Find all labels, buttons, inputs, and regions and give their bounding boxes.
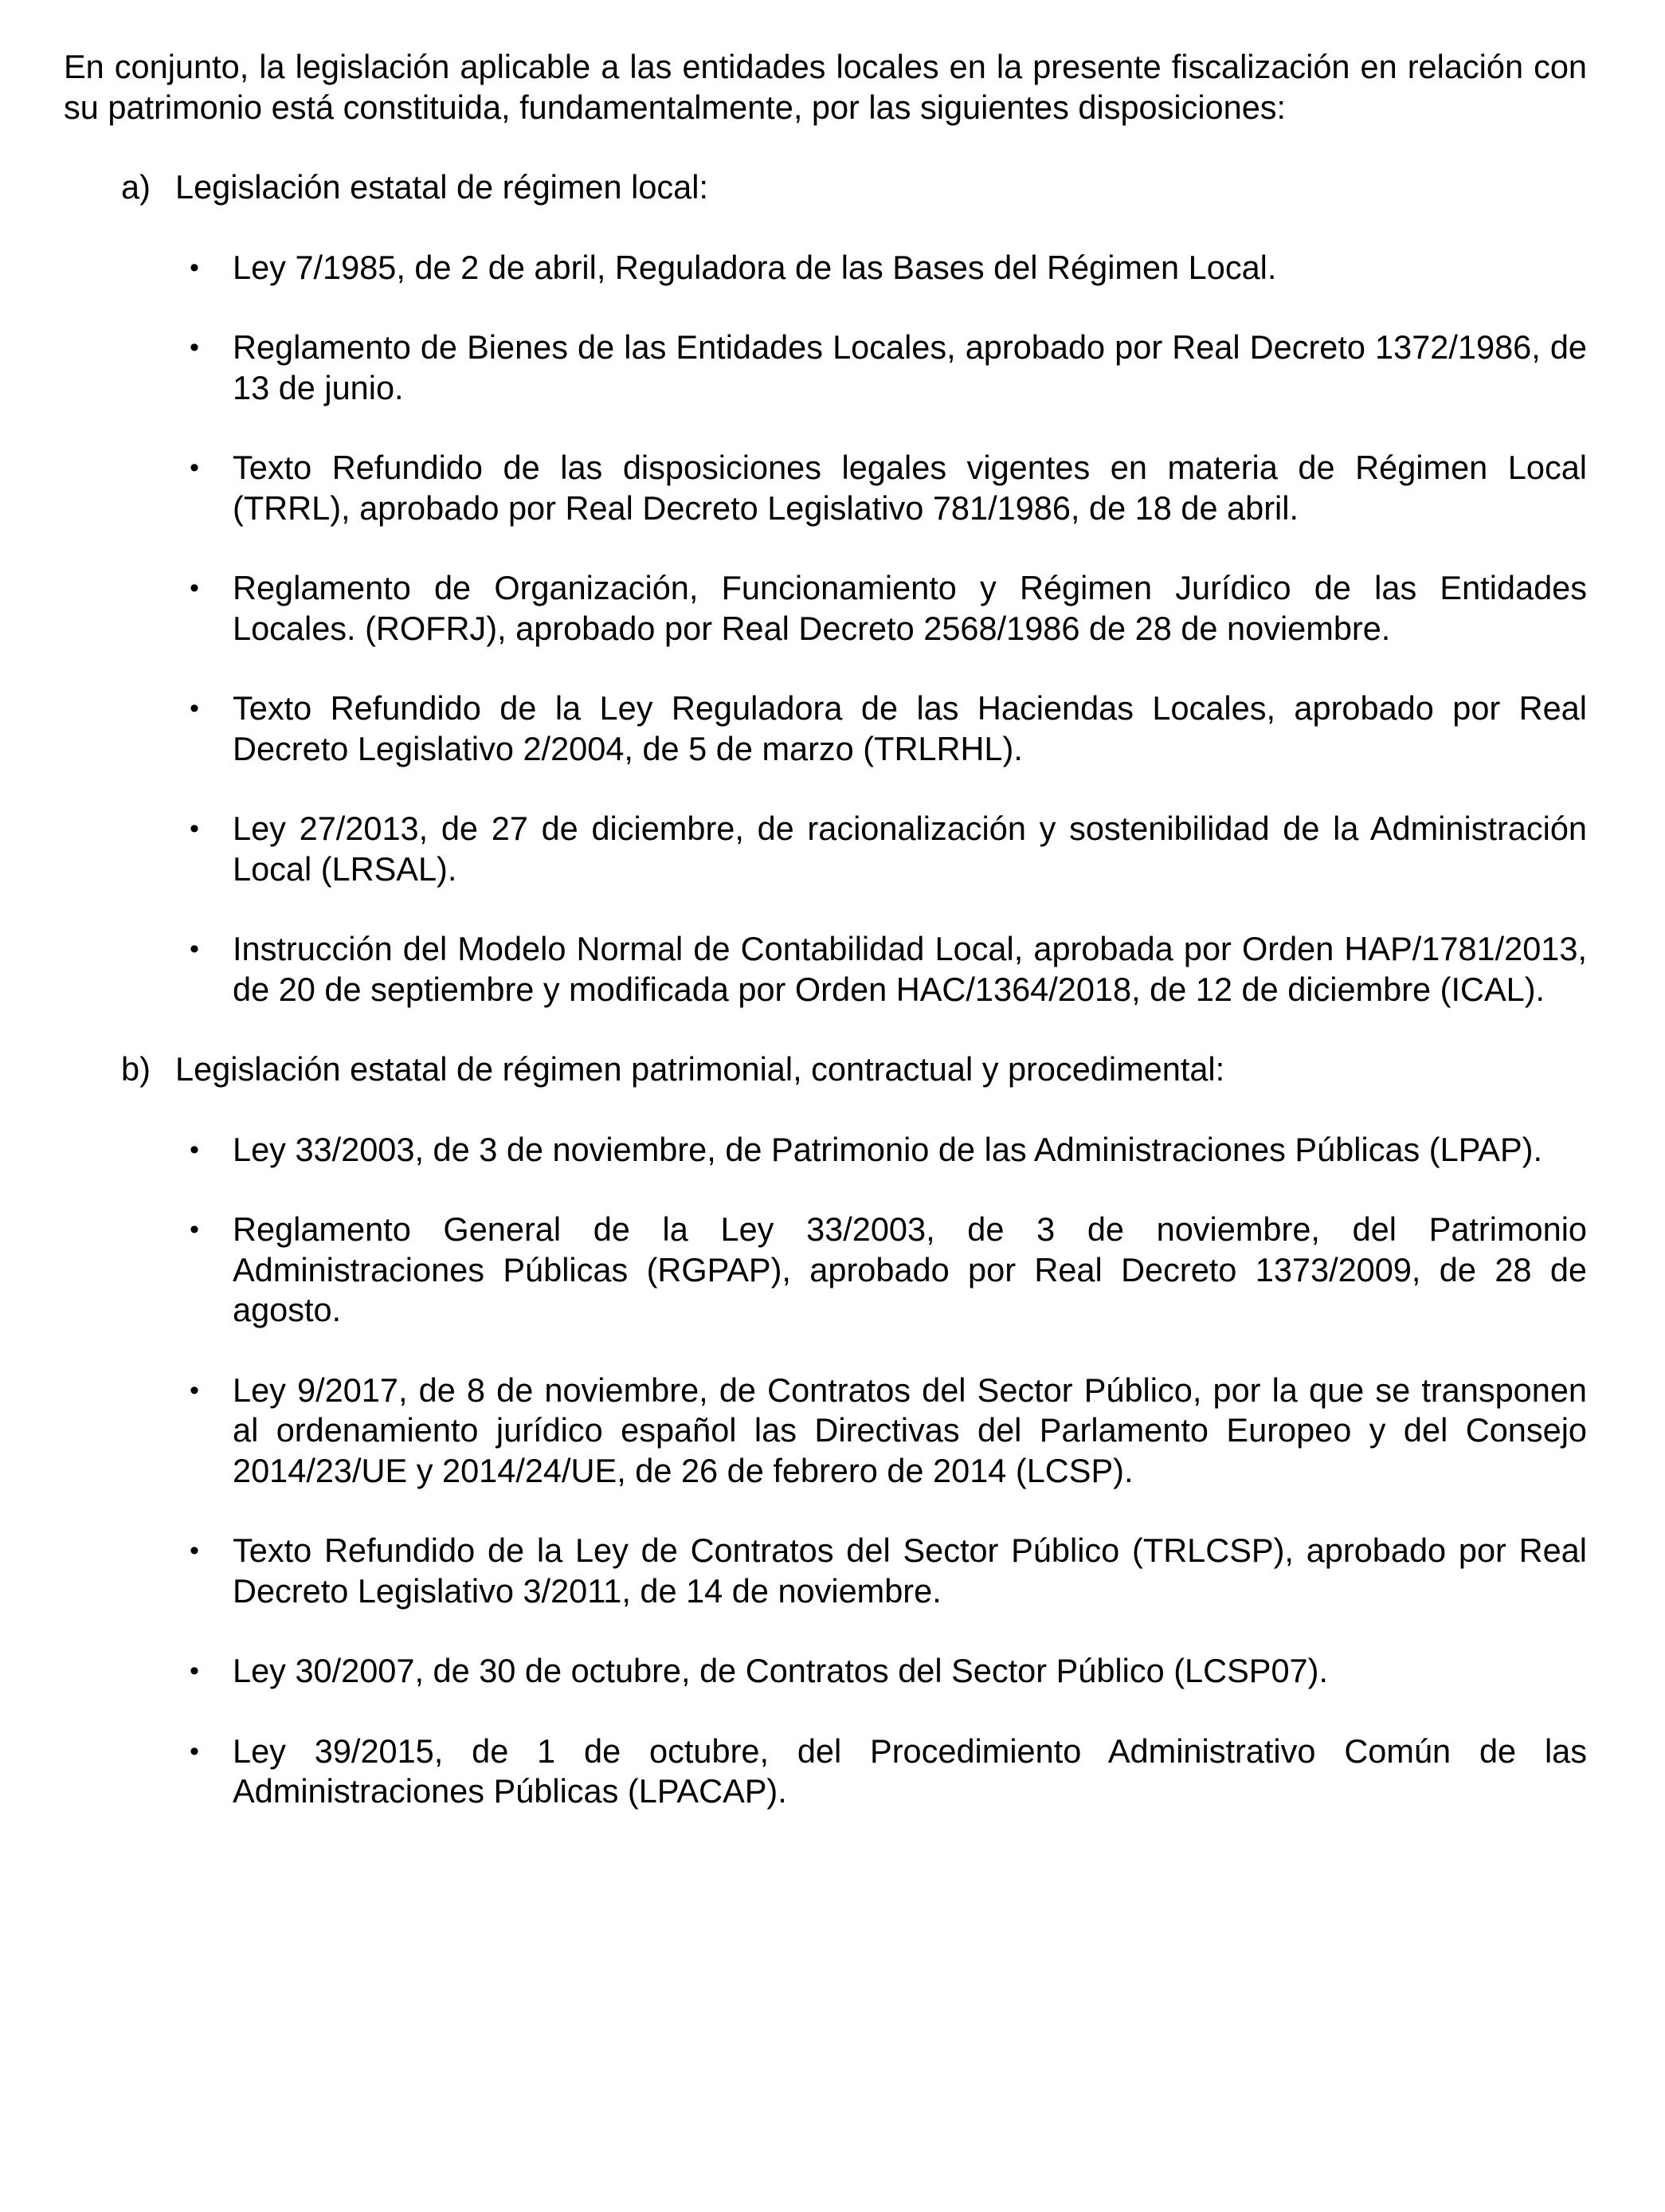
list-item: [190, 1371, 1587, 1492]
list-item-text: Texto Refundido de la Ley Reguladora de las Haciendas Locales, aprobado por Real Decreto Legislativo 2/2004, de 5 de marzo (TRLRHL).: [233, 689, 1587, 767]
list-item: [190, 327, 1587, 408]
section-b-list: [190, 1130, 1587, 1812]
list-item-text: Reglamento de Bienes de las Entidades Locales, aprobado por Real Decreto 1372/1986, de 13 de junio.: [233, 328, 1587, 406]
bullet-icon: •: [190, 332, 199, 363]
list-item: [190, 1651, 1587, 1692]
bullet-icon: •: [190, 934, 199, 964]
list-item: [190, 1130, 1587, 1171]
list-item: [190, 809, 1587, 889]
section-b: [64, 1049, 1587, 1812]
list-item-text: Instrucción del Modelo Normal de Contabilidad Local, aprobada por Orden HAP/1781/2013, de 20 de septiembre y modificada por Orden HAC/1364/2018, de 12 de diciembre (ICAL).: [233, 930, 1587, 1008]
bullet-icon: •: [190, 1375, 199, 1406]
bullet-icon: •: [190, 1735, 199, 1767]
list-item-text: Ley 27/2013, de 27 de diciembre, de racionalización y sostenibilidad de la Administración Local (LRSAL).: [233, 810, 1587, 888]
list-item-text: Ley 9/2017, de 8 de noviembre, de Contratos del Sector Público, por la que se transponen al ordenamiento jurídico español las Directivas del Parlamento Europeo y del Consejo 2014/23/UE y 2014/24/UE, de 26 de febrero de 2014 (LCSP).: [233, 1371, 1587, 1489]
list-item-text: Ley 33/2003, de 3 de noviembre, de Patrimonio de las Administraciones Públicas (LPAP).: [233, 1130, 1543, 1168]
list-item: [190, 688, 1587, 769]
list-item-text: Ley 30/2007, de 30 de octubre, de Contratos del Sector Público (LCSP07).: [233, 1652, 1328, 1689]
intro-paragraph: En conjunto, la legislación aplicable a las entidades locales en la presente fiscalización en relación con su patrimonio está constituida, fundamentalmente, por las siguientes disposiciones:: [64, 48, 1587, 126]
bullet-icon: •: [190, 1656, 199, 1686]
bullet-icon: •: [190, 453, 199, 483]
list-item: [190, 1732, 1587, 1812]
list-item: [190, 248, 1587, 288]
bullet-icon: •: [190, 573, 199, 603]
bullet-icon: •: [190, 693, 199, 724]
list-item-text: Texto Refundido de la Ley de Contratos del Sector Público (TRLCSP), aprobado por Real Decreto Legislativo 3/2011, de 14 de noviembre.: [233, 1532, 1587, 1610]
list-item: [190, 929, 1587, 1010]
list-item-text: Ley 39/2015, de 1 de octubre, del Procedimiento Administrativo Común de las Administraciones Públicas (LPACAP).: [233, 1732, 1587, 1810]
bullet-icon: •: [190, 814, 199, 844]
section-heading: Legislación estatal de régimen patrimonial, contractual y procedimental:: [175, 1050, 1225, 1088]
bullet-icon: •: [190, 1214, 199, 1245]
list-item: [190, 1210, 1587, 1331]
section-letter: a): [121, 168, 151, 206]
section-a: [64, 167, 1587, 1010]
bullet-icon: •: [190, 252, 199, 283]
list-item-text: Ley 7/1985, de 2 de abril, Reguladora de las Bases del Régimen Local.: [233, 248, 1277, 286]
list-item-text: Reglamento General de la Ley 33/2003, de 3 de noviembre, del Patrimonio Administraciones Públicas (RGPAP), aprobado por Real Decreto 1373/2009, de 28 de agosto.: [233, 1210, 1587, 1328]
list-item: [190, 1531, 1587, 1611]
list-item: [190, 448, 1587, 528]
list-item: [190, 568, 1587, 649]
list-item-text: Texto Refundido de las disposiciones legales vigentes en materia de Régimen Local (TRRL), aprobado por Real Decreto Legislativo 781/1986, de 18 de abril.: [233, 449, 1587, 527]
bullet-icon: •: [190, 1134, 199, 1165]
document-page: [64, 47, 1587, 1812]
list-item-text: Reglamento de Organización, Funcionamiento y Régimen Jurídico de las Entidades Locales. (ROFRJ), aprobado por Real Decreto 2568/1986 de 28 de noviembre.: [233, 569, 1587, 647]
section-heading: Legislación estatal de régimen local:: [175, 168, 709, 206]
section-letter: b): [121, 1050, 151, 1088]
bullet-icon: •: [190, 1535, 199, 1566]
section-a-list: [190, 248, 1587, 1010]
